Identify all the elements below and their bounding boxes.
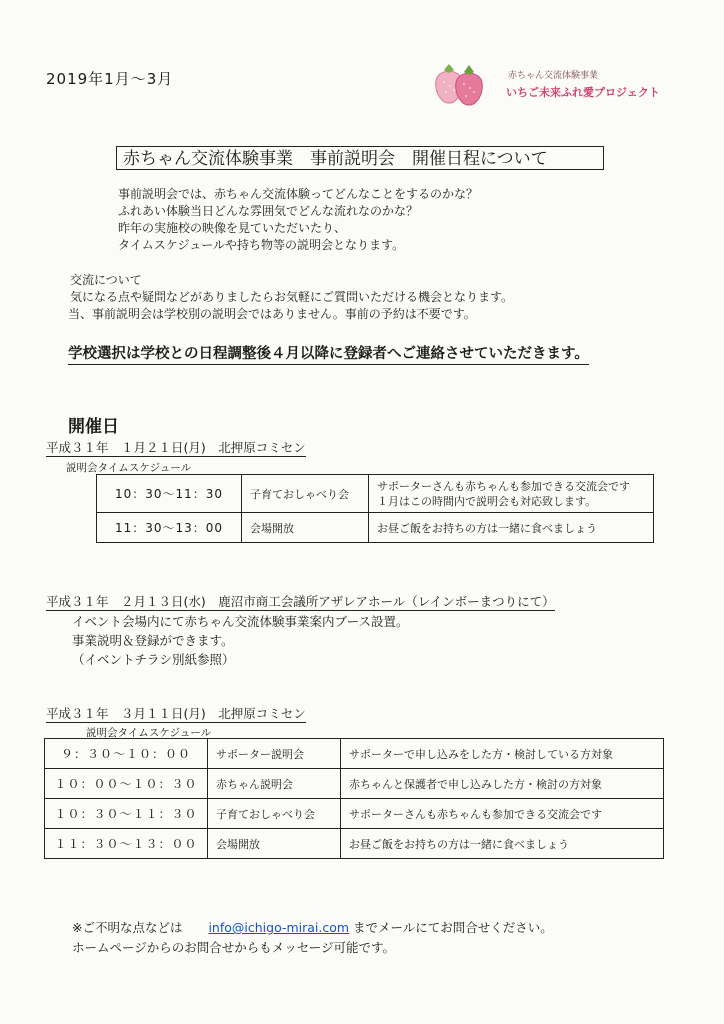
schedule-description-line: サポーターさんも赤ちゃんも参加できる交流会です [377, 479, 630, 493]
date-range: 2019年1月～3月 [46, 70, 174, 88]
event3-schedule-label: 説明会タイムスケジュール [86, 727, 212, 739]
schedule-time: １０：３０～１１：３０ [45, 799, 208, 829]
intro-line: 昨年の実施校の映像を見ていただいたり、 [118, 221, 347, 235]
schedule-description: お昼ご飯をお持ちの方は一緒に食べましょう [369, 513, 654, 543]
email-link[interactable]: info@ichigo-mirai.com [208, 920, 350, 935]
event2-header: 平成３１年 ２月１３日(水) 鹿沼市商工会議所アザレアホール（レインボーまつりにて） [46, 594, 555, 609]
exchange-line: 気になる点や疑問などがありましたらお気軽にご質問いただける機会となります。 [70, 290, 514, 304]
section-heading: 開催日 [68, 417, 119, 437]
event2-details [72, 612, 409, 669]
page-title: 赤ちゃん交流体験事業 事前説明会 開催日程について [116, 146, 604, 170]
schedule-item: 会場開放 [208, 829, 341, 859]
event3-header: 平成３１年 ３月１１日(月) 北押原コミセン [46, 706, 306, 721]
table-row [45, 739, 664, 769]
table-row [45, 799, 664, 829]
event3-schedule-table [44, 738, 664, 859]
exchange-line: 交流について [70, 273, 142, 287]
footer-line-2: ホームページからのお問合せからもメッセージ可能です。 [72, 940, 396, 955]
schedule-time: 10：30～11：30 [97, 475, 242, 513]
table-row [97, 513, 654, 543]
exchange-block [70, 272, 513, 306]
event1-header: 平成３１年 １月２１日(月) 北押原コミセン [46, 440, 306, 455]
event2-line: 事業説明＆登録ができます。 [72, 633, 234, 648]
table-row [45, 769, 664, 799]
schedule-time: 11：30～13：00 [97, 513, 242, 543]
schedule-time: １１：３０～１３：００ [45, 829, 208, 859]
footer-prefix: ※ご不明な点などは [72, 920, 183, 935]
exchange-line: 当、事前説明会は学校別の説明会ではありません。事前の予約は不要です。 [68, 307, 476, 321]
footer-suffix: までメールにてお問合せください。 [353, 920, 553, 935]
event1-schedule-label: 説明会タイムスケジュール [66, 462, 192, 474]
intro-line: 事前説明会では、赤ちゃん交流体験ってどんなことをするのかな？ [118, 187, 479, 201]
schedule-item: 赤ちゃん説明会 [208, 769, 341, 799]
schedule-time: １０：００～１０：３０ [45, 769, 208, 799]
table-row [97, 475, 654, 513]
school-notice: 学校選択は学校との日程調整後４月以降に登録者へご連絡させていただきます。 [68, 344, 589, 365]
intro-line: ふれあい体験当日どんな雰囲気でどんな流れなのかな？ [118, 204, 419, 218]
schedule-description: サポーターで申し込みをした方・検討している方対象 [341, 739, 664, 769]
schedule-description: サポーターさんも赤ちゃんも参加できる交流会です [341, 799, 664, 829]
schedule-item: 子育ておしゃべり会 [208, 799, 341, 829]
event1-schedule-table [96, 474, 654, 543]
schedule-time: ９：３０～１０：００ [45, 739, 208, 769]
schedule-item: 子育ておしゃべり会 [242, 475, 369, 513]
footer-line-1 [72, 918, 553, 938]
schedule-description-line: １月はこの時間内で説明会も対応致します。 [377, 494, 597, 508]
intro-line: タイムスケジュールや持ち物等の説明会となります。 [118, 238, 405, 252]
schedule-item: 会場開放 [242, 513, 369, 543]
table-row [45, 829, 664, 859]
footer-contact [72, 918, 553, 958]
logo-title: いちご未来ふれ愛プロジェクト [506, 86, 660, 99]
schedule-description: 赤ちゃんと保護者で申し込みした方・検討の方対象 [341, 769, 664, 799]
schedule-description: お昼ご飯をお持ちの方は一緒に食べましょう [341, 829, 664, 859]
event2-line: （イベントチラシ別紙参照） [72, 652, 235, 667]
intro-block [118, 186, 478, 254]
schedule-item: サポーター説明会 [208, 739, 341, 769]
event2-line: イベント会場内にて赤ちゃん交流体験事業案内ブース設置。 [72, 614, 409, 629]
schedule-description [369, 475, 654, 513]
logo-subtitle: 赤ちゃん交流体験事業 [508, 71, 599, 81]
